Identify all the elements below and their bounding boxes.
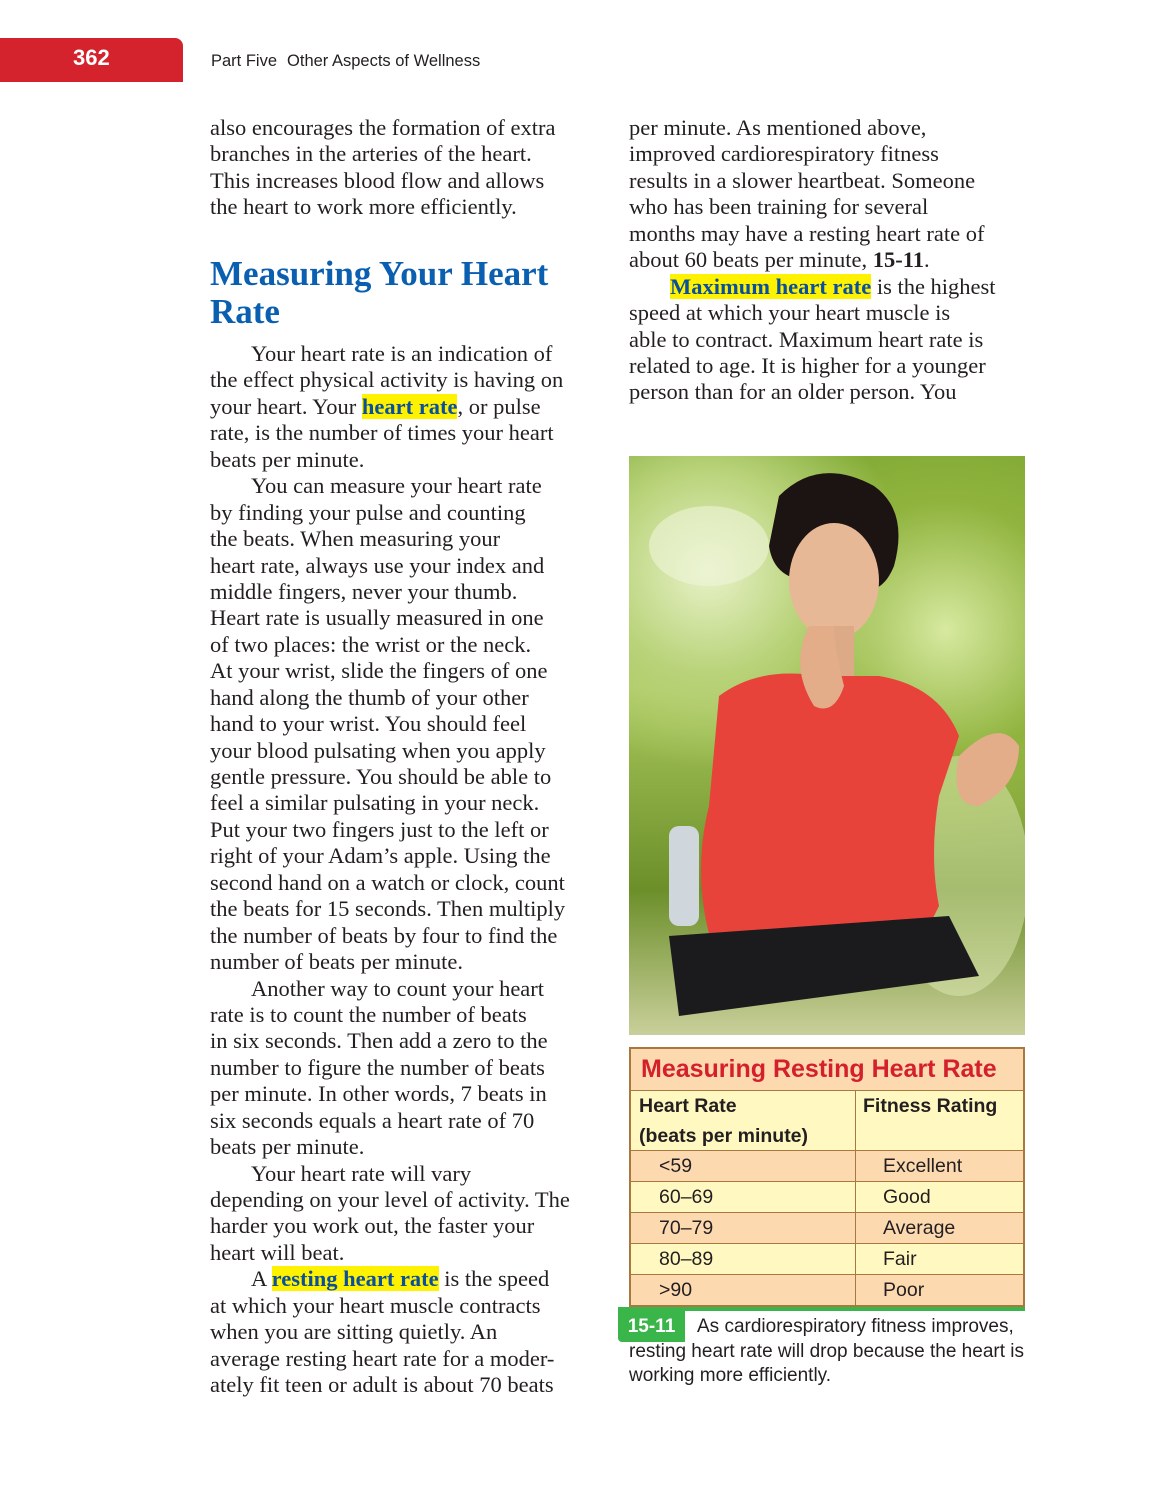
text-line (629, 168, 996, 194)
figure-caption: As cardiorespiratory fitness improves, resting heart rate will drop because the heart is working more efficiently. (629, 1316, 1024, 1386)
text-span: six seconds equals a heart rate of 70 (210, 1107, 535, 1133)
text-span: able to contract. Maximum heart rate is (629, 326, 984, 352)
text-line (629, 141, 996, 167)
text-line: also encourages the formation of extra (210, 115, 556, 140)
text-span: number of beats per minute. (210, 949, 464, 975)
text-span: feel a similar pulsating in your neck. (210, 790, 540, 816)
text-line (210, 420, 570, 446)
text-span: You can measure your heart rate (251, 473, 542, 499)
text-line (210, 738, 570, 764)
right-body-text (629, 115, 996, 406)
text-span: hand to your wrist. You should feel (210, 711, 527, 737)
cell-fitness-rating: Fair (883, 1248, 917, 1270)
header-heart-rate (631, 1091, 856, 1150)
text-span: average resting heart rate for a moder- (210, 1345, 555, 1371)
text-line (629, 247, 996, 273)
section-label: Other Aspects of Wellness (287, 52, 481, 70)
text-line (210, 605, 570, 631)
text-line (210, 923, 570, 949)
text-span: in six seconds. Then add a zero to the (210, 1028, 548, 1054)
text-line (629, 379, 996, 405)
key-term: Maximum heart rate (670, 273, 872, 299)
section-heading: Measuring Your Heart Rate (210, 254, 549, 331)
text-span: speed at which your heart muscle is (629, 300, 951, 326)
cell-heart-rate: 70–79 (631, 1213, 856, 1243)
table-row (631, 1213, 1023, 1244)
text-line (210, 790, 570, 816)
text-line (210, 632, 570, 658)
text-line (210, 1213, 570, 1239)
text-line (210, 1055, 570, 1081)
table-row (631, 1275, 1023, 1305)
text-span: rate, is the number of times your heart (210, 420, 554, 446)
text-line (210, 1108, 570, 1134)
text-line (210, 896, 570, 922)
text-line (210, 1240, 570, 1266)
figure-reference: 15-11 (872, 247, 924, 273)
text-line (210, 764, 570, 790)
text-line (629, 327, 996, 353)
cell-fitness-rating: Average (883, 1217, 956, 1239)
text-span: the beats. When measuring your (210, 526, 501, 552)
text-span: Another way to count your heart (251, 975, 545, 1001)
text-line (210, 976, 570, 1002)
cell-heart-rate: <59 (631, 1151, 856, 1181)
photo-woman-checking-pulse (629, 456, 1025, 1035)
table-row (631, 1151, 1023, 1182)
text-line (210, 685, 570, 711)
text-line (210, 870, 570, 896)
text-span: rate is to count the number of beats (210, 1001, 527, 1027)
text-span: related to age. It is higher for a younger (629, 352, 986, 378)
text-line (210, 843, 570, 869)
table-row (631, 1182, 1023, 1213)
cell-heart-rate: 80–89 (631, 1244, 856, 1274)
text-line (210, 1346, 570, 1372)
text-line (210, 447, 570, 473)
cell-heart-rate: 60–69 (631, 1182, 856, 1212)
text-line (210, 1319, 570, 1345)
cell-fitness-rating: Excellent (883, 1155, 963, 1177)
text-span: A (251, 1266, 272, 1292)
header-line: (beats per minute) (639, 1125, 809, 1147)
text-span: the beats for 15 seconds. Then multiply (210, 896, 566, 922)
text-line (210, 1081, 570, 1107)
text-line (210, 1161, 570, 1187)
text-line (210, 1293, 570, 1319)
text-span: at which your heart muscle contracts (210, 1292, 541, 1318)
text-line (210, 817, 570, 843)
text-span: of two places: the wrist or the neck. (210, 631, 532, 657)
text-span: about 60 beats per minute, (629, 247, 873, 273)
text-span: per minute. As mentioned above, (629, 115, 927, 140)
text-line (210, 1187, 570, 1213)
running-header (211, 52, 480, 71)
text-line (629, 274, 996, 300)
text-line: the heart to work more efficiently. (210, 194, 517, 220)
text-span: the effect physical activity is having on (210, 367, 564, 393)
woman-illustration (629, 456, 1025, 1035)
text-line (210, 711, 570, 737)
text-span: results in a slower heartbeat. Someone (629, 167, 976, 193)
left-body-text (210, 341, 570, 1399)
text-line (210, 341, 570, 367)
text-span: ately fit teen or adult is about 70 beats (210, 1372, 554, 1398)
text-span: , or pulse (457, 393, 541, 419)
text-line (629, 300, 996, 326)
text-line (210, 658, 570, 684)
text-span: heart will beat. (210, 1239, 345, 1265)
text-span: hand along the thumb of your other (210, 684, 529, 710)
text-span: harder you work out, the faster your (210, 1213, 535, 1239)
text-span: when you are sitting quietly. An (210, 1319, 498, 1345)
text-line (210, 500, 570, 526)
text-line (629, 194, 996, 220)
text-span: the number of beats by four to find the (210, 922, 558, 948)
text-line (210, 367, 570, 393)
text-line (210, 1372, 570, 1398)
text-span: by finding your pulse and counting (210, 499, 526, 525)
text-span: your blood pulsating when you apply (210, 737, 546, 763)
text-span: person than for an older person. You (629, 379, 957, 405)
text-span: Put your two fingers just to the left or (210, 816, 549, 842)
text-line (210, 949, 570, 975)
text-span: Your heart rate will vary (251, 1160, 472, 1186)
figure-label: 15-11 (618, 1311, 685, 1342)
left-intro (210, 115, 556, 221)
text-span: heart rate, always use your index and (210, 552, 545, 578)
text-span: who has been training for several (629, 194, 929, 220)
text-span: Heart rate is usually measured in one (210, 605, 544, 631)
part-label: Part Five (211, 52, 278, 70)
text-line (210, 1134, 570, 1160)
header-fitness-rating: Fitness Rating (863, 1095, 998, 1117)
cell-fitness-rating: Poor (883, 1279, 925, 1301)
text-span: right of your Adam’s apple. Using the (210, 843, 551, 869)
text-line (210, 526, 570, 552)
text-span: your heart. Your (210, 393, 362, 419)
text-line (210, 553, 570, 579)
text-span: middle fingers, never your thumb. (210, 578, 518, 604)
table-title: Measuring Resting Heart Rate (631, 1049, 1023, 1091)
text-span: gentle pressure. You should be able to (210, 764, 552, 789)
text-line: branches in the arteries of the heart. (210, 141, 532, 167)
text-line (210, 473, 570, 499)
table-row (631, 1244, 1023, 1275)
text-span: number to figure the number of beats (210, 1054, 545, 1080)
page-number-tab (0, 38, 183, 82)
page-number: 362 (73, 45, 110, 70)
text-line: This increases blood flow and allows (210, 167, 545, 193)
resting-heart-rate-table (629, 1047, 1025, 1307)
text-span: improved cardiorespiratory fitness (629, 141, 939, 167)
text-span: is the speed (438, 1266, 550, 1292)
table-header-row (631, 1091, 1023, 1151)
text-span: depending on your level of activity. The (210, 1187, 570, 1212)
text-line (210, 1028, 570, 1054)
text-span: beats per minute. (210, 1134, 365, 1160)
cell-heart-rate: >90 (631, 1275, 856, 1305)
header-line: Heart Rate (639, 1095, 737, 1117)
text-span: per minute. In other words, 7 beats in (210, 1081, 547, 1107)
text-line (210, 1266, 570, 1292)
key-term: resting heart rate (271, 1266, 439, 1292)
text-line (210, 1002, 570, 1028)
text-line (629, 115, 996, 141)
text-line (629, 353, 996, 379)
text-line (629, 221, 996, 247)
text-span: . (923, 247, 930, 273)
text-span: is the highest (871, 273, 996, 299)
text-line (210, 579, 570, 605)
text-span: second hand on a watch or clock, count (210, 869, 565, 895)
text-span: months may have a resting heart rate of (629, 220, 985, 246)
cell-fitness-rating: Good (883, 1186, 931, 1208)
key-term: heart rate (361, 393, 458, 419)
text-span: beats per minute. (210, 446, 365, 472)
text-span: Your heart rate is an indication of (251, 341, 553, 366)
text-line (210, 394, 570, 420)
text-span: At your wrist, slide the fingers of one (210, 658, 548, 684)
